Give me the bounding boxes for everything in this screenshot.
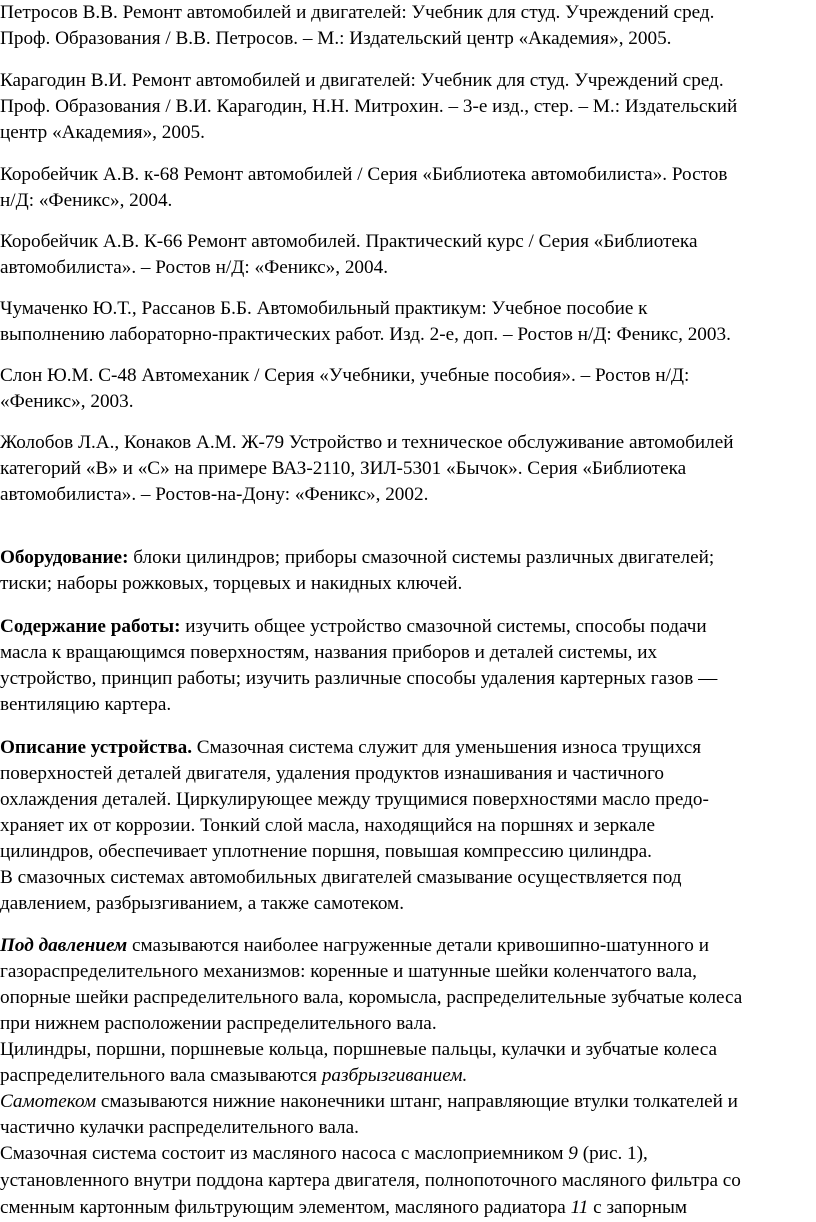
reference-2-line-1: Карагодин В.И. Ремонт автомобилей и двигателей: Учебник для студ. Учреждений сред.: [0, 70, 724, 91]
system-line-1: [0, 1141, 648, 1167]
reference-3-line-1: Коробейчик А.В. к-68 Ремонт автомобилей / Серия «Библиотека автомобилиста». Ростов: [0, 164, 728, 185]
pressure-line-1: [0, 933, 709, 959]
description-line-6: В смазочных системах автомобильных двигателей смазывание осуществляется под: [0, 867, 682, 888]
system-text-1-end: (рис. 1),: [577, 1143, 648, 1164]
gravity-line-1: [0, 1089, 738, 1115]
pressure-line-4: при нижнем расположении распределительного вала.: [0, 1013, 437, 1034]
description-line-3: охлаждения деталей. Циркулирующее между трущимися поверхностями масло предо-: [0, 789, 709, 810]
content-line-1: [0, 614, 707, 640]
gravity-text-1: смазываются нижние наконечники штанг, направляющие втулки толкателей и: [96, 1091, 738, 1112]
content-line-4: вентиляцию картера.: [0, 694, 172, 715]
equipment-line-2: тиски; наборы рожковых, торцевых и накидных ключей.: [0, 573, 463, 594]
reference-7-line-3: автомобилиста». – Ростов-на-Дону: «Феникс», 2002.: [0, 484, 429, 505]
reference-6-line-2: «Феникс», 2003.: [0, 391, 134, 412]
splash-line-2: [0, 1063, 467, 1089]
system-text-1: Смазочная система состоит из масляного насоса с маслоприемником: [0, 1143, 569, 1164]
pressure-line-3: опорные шейки распределительного вала, коромысла, распределительные зубчатые колеса: [0, 987, 743, 1008]
system-line-2: установленного внутри поддона картера двигателя, полнопоточного масляного фильтра со: [0, 1170, 741, 1191]
reference-7-line-2: категорий «В» и «С» на примере ВАЗ-2110, ЗИЛ-5301 «Бычок». Серия «Библиотека: [0, 458, 687, 479]
pressure-line-2: газораспределительного механизмов: коренные и шатунные шейки коленчатого вала,: [0, 961, 697, 982]
description-line-7: давлением, разбрызгиванием, а также самотеком.: [0, 893, 404, 914]
equipment-text-1: блоки цилиндров; приборы смазочной системы различных двигателей;: [128, 547, 715, 568]
content-label: Содержание работы:: [0, 616, 181, 637]
pressure-text-1: смазываются наиболее нагруженные детали кривошипно-шатунного и: [127, 935, 709, 956]
system-text-3: сменным картонным фильтрующим элементом, масляного радиатора: [0, 1197, 571, 1218]
reference-4-line-2: автомобилиста». – Ростов н/Д: «Феникс», 2004.: [0, 257, 389, 278]
equipment-line-1: [0, 545, 714, 571]
reference-3-line-2: н/Д: «Феникс», 2004.: [0, 190, 173, 211]
content-line-2: масла к вращающимся поверхностям, названия приборов и деталей системы, их: [0, 642, 658, 663]
description-label: Описание устройства.: [0, 737, 192, 758]
reference-1-line-2: Проф. Образования / В.В. Петросов. – М.: Издательский центр «Академия», 2005.: [0, 28, 672, 49]
reference-6-line-1: Слон Ю.М. С-48 Автомеханик / Серия «Учебники, учебные пособия». – Ростов н/Д:: [0, 365, 690, 386]
pressure-label: Под давлением: [0, 935, 128, 956]
system-text-3-end: с запорным: [588, 1197, 688, 1218]
reference-5-line-2: выполнению лабораторно-практических работ. Изд. 2-е, доп. – Ростов н/Д: Феникс, 2003.: [0, 324, 731, 345]
description-line-4: храняет их от коррозии. Тонкий слой масла, находящийся на поршнях и зеркале: [0, 815, 655, 836]
description-line-1: [0, 735, 701, 761]
reference-2-line-3: центр «Академия», 2005.: [0, 122, 205, 143]
equipment-label: Оборудование:: [0, 547, 129, 568]
reference-2-line-2: Проф. Образования / В.И. Карагодин, Н.Н. Митрохин. – 3-е изд., стер. – М.: Издательский: [0, 96, 738, 117]
splash-text: распределительного вала смазываются: [0, 1065, 322, 1086]
description-line-5: цилиндров, обеспечивает уплотнение поршня, повышая компрессию цилиндра.: [0, 841, 652, 862]
gravity-label: Самотеком: [0, 1091, 97, 1112]
description-line-2: поверхностей деталей двигателя, удаления продуктов изнашивания и частичного: [0, 763, 665, 784]
splash-italic: разбрызгиванием.: [321, 1065, 468, 1086]
content-line-3: устройство, принцип работы; изучить различные способы удаления картерных газов —: [0, 668, 718, 689]
reference-4-line-1: Коробейчик А.В. К-66 Ремонт автомобилей. Практический курс / Серия «Библиотека: [0, 231, 698, 252]
system-num-11: 11: [570, 1197, 589, 1218]
content-text-1: изучить общее устройство смазочной системы, способы подачи: [180, 616, 707, 637]
system-num-9: 9: [568, 1143, 578, 1164]
system-line-3: [0, 1195, 687, 1221]
reference-5-line-1: Чумаченко Ю.Т., Рассанов Б.Б. Автомобильный практикум: Учебное пособие к: [0, 298, 648, 319]
reference-7-line-1: Жолобов Л.А., Конаков А.М. Ж-79 Устройство и техническое обслуживание автомобилей: [0, 432, 734, 453]
splash-line-1: Цилиндры, поршни, поршневые кольца, поршневые пальцы, кулачки и зубчатые колеса: [0, 1039, 717, 1060]
description-text-1: Смазочная система служит для уменьшения износа трущихся: [192, 737, 702, 758]
reference-1-line-1: Петросов В.В. Ремонт автомобилей и двигателей: Учебник для студ. Учреждений сред.: [0, 2, 715, 23]
gravity-line-2: частично кулачки распределительного вала.: [0, 1117, 359, 1138]
